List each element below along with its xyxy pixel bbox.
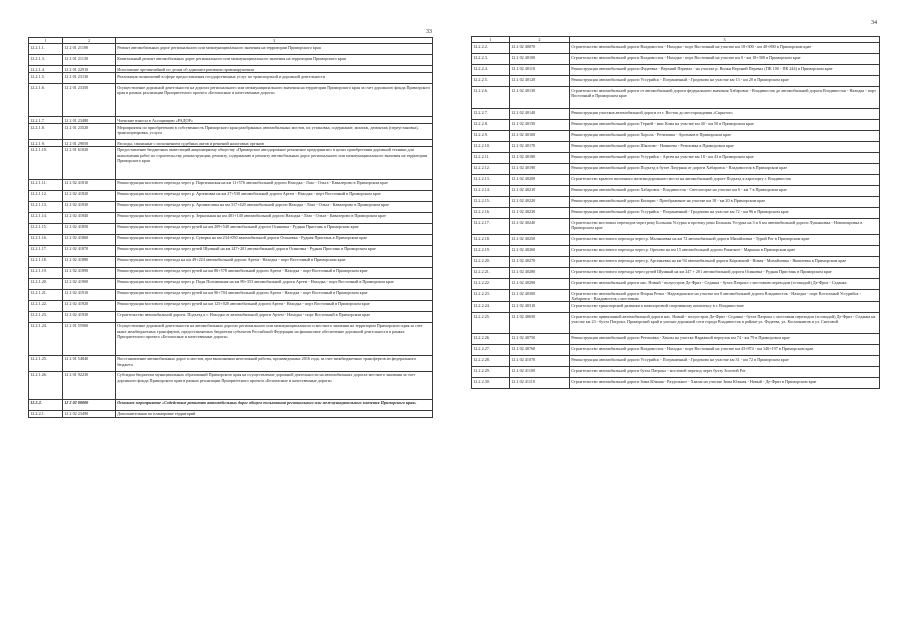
row-description: Строительство автомобильной дороги Владивосток - Находка - порт Восточный на участке км 43+874 - км 146+197 в Приморском крае xyxy=(570,345,880,356)
table-row xyxy=(472,43,880,54)
table-row xyxy=(29,191,433,202)
row-number: 12.2.2.7. xyxy=(472,109,510,120)
budget-code: 12 2 02 41930 xyxy=(63,312,116,323)
table-row xyxy=(472,345,880,356)
row-description: Реконструкция автомобильной дороги Фадеевка - Верхний Перевал - на участке р. Вилки Верхний Перевал (ПК 100 - ПК 244) в Приморском крае xyxy=(570,65,880,76)
budget-code: 12 2 02 41820 xyxy=(63,191,116,202)
budget-code: 12 2 02 41100 xyxy=(510,367,570,378)
budget-code: 12 2 02 40120 xyxy=(510,76,570,87)
row-number: 12.2.1.21. xyxy=(29,290,63,301)
table-row xyxy=(472,246,880,257)
row-description: Строительство мостового перехода через р. Малышевка на км 72 автомобильной дороги Михайловка - Турий Рог в Приморском крае xyxy=(570,235,880,246)
row-description: Строительство автомобильной дороги от автомобильной дороги федерального значения Хабаровск - Владивосток до автомобильной дороги Владивосток - Находка - порт Восточный в Приморском крае xyxy=(570,87,880,109)
table-row xyxy=(29,257,433,268)
row-number: 12.2.2.6. xyxy=(472,87,510,109)
row-description: Реконструкция автомобильной дороги Уссурийск - Пограничный - Гродеково на участке км 72 - км 96 в Приморском крае xyxy=(570,208,880,219)
row-number: 12.2.2.13. xyxy=(472,175,510,186)
table-row xyxy=(472,153,880,164)
table-row xyxy=(472,208,880,219)
row-number: 12.2.2.23. xyxy=(472,290,510,302)
table-row xyxy=(29,213,433,224)
table-row xyxy=(29,323,433,356)
row-number: 12.2.1.9. xyxy=(29,140,63,147)
row-description: Строительство мостового перехода через ручей Шумный на км 247 + 201 автомобильной дороги Осиновка - Рудная Пристань в Приморском крае xyxy=(570,268,880,279)
budget-code: 12 2 02 40140 xyxy=(510,109,570,120)
budget-code: 12 2 02 40750 xyxy=(510,334,570,345)
row-description: Реконструкция мостового перехода через ручей на км 209+540 автомобильной дороги Осиновка - Рудная Пристань в Приморском крае xyxy=(116,224,433,235)
table-row xyxy=(29,44,433,55)
row-description: Строительство мостовых переходов через реку Большая Уссурка и протоку реки Большая Уссурка на 3 и 6 км автомобильной дороги Лукьяновка - Новопокровка в Приморском крае xyxy=(570,219,880,235)
row-description: Реконструкция мостового перехода через ручей на км 96+704 автомобильной дороги Артем - Находка - порт Восточный в Приморском крае xyxy=(116,290,433,301)
row-number: 12.2.1.6. xyxy=(29,84,63,117)
row-number: 12.2.2.8. xyxy=(472,120,510,131)
row-number: 12.2.2.22. xyxy=(472,279,510,290)
row-number: 12.2.2.19. xyxy=(472,246,510,257)
row-description: Реконструкция мостового перехода через р. Суворка на км 234+050 автомобильной дороги Осиновка - Рудная Пристань в Приморском крае xyxy=(116,235,433,246)
table-row xyxy=(29,55,433,66)
row-number: 12.2.1.24. xyxy=(29,323,63,356)
budget-code: 12 2 01 21100 xyxy=(63,44,116,55)
budget-code: 12 2 02 00000 xyxy=(63,400,116,411)
row-description: Основное мероприятие «Содействие развитию автомобильных дорог общего пользования регионального или межмуниципального значения Приморского края» xyxy=(116,400,433,411)
row-description: Реконструкция мостового перехода через р. Партизанская на км 11+576 автомобильной дороги Находка - Лазо - Ольга - Кавалерово в Приморском крае xyxy=(116,180,433,191)
row-description: Строительство автомобильной дороги. Подъезд к г. Находка от автомобильной дороги Артем - Находка - порт Восточный в Приморском крае xyxy=(116,312,433,323)
header-cell: 3 xyxy=(570,37,880,43)
table-row xyxy=(472,186,880,197)
row-description: Восстановление автомобильных дорог и мостов, при выполнении неотложной работы, произведенных 2016 года, за счет межбюджетных трансфертов из федерального бюджета xyxy=(116,356,433,372)
row-number: 12.2.1.13. xyxy=(29,202,63,213)
row-number: 12.2.2.21. xyxy=(472,268,510,279)
row-description: Реконструкция автомобильной дороги Кипарис - Преображение на участке км 18 - км 20 в Приморском крае xyxy=(570,197,880,208)
budget-code: 12 2 02 41870 xyxy=(63,246,116,257)
budget-code: 12 2 02 41900 xyxy=(63,279,116,290)
row-number: 12.2.1.8. xyxy=(29,124,63,140)
row-number: 12.2.2.24. xyxy=(472,302,510,313)
row-number: 12.2.2.12. xyxy=(472,164,510,175)
budget-code: 12 2 01 92230 xyxy=(63,372,116,400)
row-number: 12.2.1.18. xyxy=(29,257,63,268)
row-number: 12.2.2.26. xyxy=(472,334,510,345)
row-number: 12.2.2.16. xyxy=(472,208,510,219)
row-number: 12.2.2.15. xyxy=(472,197,510,208)
table-row xyxy=(472,131,880,142)
row-number: 12.2.1.11. xyxy=(29,180,63,191)
row-number: 12.2.2.17. xyxy=(472,219,510,235)
table-row xyxy=(472,235,880,246)
row-description: Дополнительная по планировке территорий xyxy=(116,411,433,418)
budget-code: 12 2 02 40250 xyxy=(510,235,570,246)
header-cell: 1 xyxy=(472,37,510,43)
row-description: Реконструкция мостового перехода через ручей на км 86+578 автомобильной дороги Артем - Находка - порт Восточный в Приморском крае xyxy=(116,268,433,279)
table-row xyxy=(472,65,880,76)
budget-code: 12 2 02 40070 xyxy=(510,43,570,54)
budget-code: 12 2 02 40310 xyxy=(510,302,570,313)
budget-code: 12 2 02 40150 xyxy=(510,120,570,131)
row-number: 12.2.2.2. xyxy=(472,43,510,54)
table-row xyxy=(472,109,880,120)
row-number: 12.2.2. xyxy=(29,400,63,411)
row-description: Реконструкция автомобильной дороги Терней - мыс Кома на участке км 40 - км 50 в Приморском крае xyxy=(570,120,880,131)
budget-code: 12 2 01 22910 xyxy=(63,66,116,73)
budget-code: 12 2 02 41840 xyxy=(63,213,116,224)
budget-code: 12 2 02 40220 xyxy=(510,197,570,208)
budget-code: 12 2 02 40210 xyxy=(510,186,570,197)
row-description: Осуществление дорожной деятельности на автомобильных дорогах регионального или межмуниципального и местного значения на территории Приморского края за счет иных межбюджетных трансфертов, предоставляемых бюджетам субъектов Российской Федерации на финансовое обеспечение дорожной деятельности в рамках Приоритетного проекта «Безопасные и качественные дороги» xyxy=(116,323,433,356)
table-row xyxy=(29,117,433,124)
row-description: Строительство автомобильной дороги Владивосток - Находка - порт Восточный на участке км 18+300 - км 40+800 в Приморском крае xyxy=(570,43,880,54)
header-cell: 3 xyxy=(116,38,433,44)
row-number: 12.2.1.22. xyxy=(29,301,63,312)
row-number: 12.2.2.1. xyxy=(29,411,63,418)
table-row xyxy=(472,120,880,131)
budget-code: 12 2 02 40290 xyxy=(510,279,570,290)
row-number: 12.2.2.4. xyxy=(472,65,510,76)
row-description: Реконструкция автомобильной дороги Уссурийск - Пограничный - Гродеково на участке км 13 - км 20 в Приморском крае xyxy=(570,76,880,87)
row-description: Реконструкция автомобильной дороги Хороль - Ретиховка - Арсеньев в Приморском крае xyxy=(570,131,880,142)
budget-code: 12 2 01 54840 xyxy=(63,356,116,372)
table-row xyxy=(472,142,880,153)
budget-code: 12 2 02 40270 xyxy=(510,257,570,268)
budget-code: 12 2 01 29050 xyxy=(63,140,116,147)
row-number: 12.2.2.30. xyxy=(472,378,510,389)
budget-code: 12 2 02 40100 xyxy=(510,54,570,65)
budget-code: 12 2 02 40190 xyxy=(510,164,570,175)
budget-code: 12 2 02 40760 xyxy=(510,345,570,356)
table-row xyxy=(29,290,433,301)
table-row xyxy=(472,219,880,235)
row-description: Строительство мостового перехода через р. Орехово на км 15 автомобильной дороги Ракитное - Марьина в Приморском крае xyxy=(570,246,880,257)
row-number: 12.2.1.17. xyxy=(29,246,63,257)
row-number: 12.2.2.18. xyxy=(472,235,510,246)
row-description: Реконструкция автомобильной дороги Подъезд к бухте Лазурная от дороги Хабаровск - Владивосток в Приморском крае xyxy=(570,164,880,175)
header-cell: 1 xyxy=(29,38,63,44)
header-cell: 2 xyxy=(510,37,570,43)
budget-code: 12 2 01 61020 xyxy=(63,147,116,180)
table-row xyxy=(472,164,880,175)
table-row xyxy=(472,175,880,186)
table-row xyxy=(29,235,433,246)
table-row xyxy=(29,372,433,400)
row-number: 12.2.1.20. xyxy=(29,279,63,290)
table-row xyxy=(472,279,880,290)
row-number: 12.2.2.20. xyxy=(472,257,510,268)
table-row xyxy=(472,302,880,313)
budget-code: 12 2 01 55900 xyxy=(63,323,116,356)
budget-table-right xyxy=(471,36,880,389)
row-number: 12.2.2.27. xyxy=(472,345,510,356)
budget-code: 12 2 02 41850 xyxy=(63,224,116,235)
row-description: Строительство крытого вилочного железнодорожного моста на автомобильной дороге Подъезд к аэропорту г. Владивосток xyxy=(570,175,880,186)
budget-code: 12 2 02 41890 xyxy=(63,268,116,279)
row-description: Строительство мостового перехода через р. Арсеньевка на км 94 автомобильной дороги Кировский - Новая - Михайловка - Яковлевка в Приморском крае xyxy=(570,257,880,268)
table-row xyxy=(29,147,433,180)
row-number: 12.2.2.28. xyxy=(472,356,510,367)
row-number: 12.2.1.19. xyxy=(29,268,63,279)
page-number-left: 33 xyxy=(426,29,432,35)
budget-code: 12 2 01 23480 xyxy=(63,117,116,124)
row-description: Строительство транспортной развязки в межпортовой спортивному комплексу в г. Владивостоке xyxy=(570,302,880,313)
table-row xyxy=(29,202,433,213)
budget-code: 12 2 02 41920 xyxy=(63,301,116,312)
row-description: Реконструкция мостового перехода через р. Зеркальная на км 401+140 автомобильной дороги Находка - Лазо - Ольга - Кавалерово в Приморском крае xyxy=(116,213,433,224)
row-number: 12.2.1.3. xyxy=(29,55,63,66)
budget-code: 12 2 02 40170 xyxy=(510,142,570,153)
row-description: Строительство автомобильной дороги бухта Патрокл - мостовой переход через бухту Золотой Рог xyxy=(570,367,880,378)
table-row xyxy=(29,73,433,84)
budget-code: 12 2 02 23490 xyxy=(63,411,116,418)
row-number: 12.2.2.25. xyxy=(472,313,510,334)
table-row xyxy=(29,66,433,73)
table-row xyxy=(29,312,433,323)
table-row xyxy=(29,246,433,257)
row-number: 12.2.1.25. xyxy=(29,356,63,372)
budget-code: 12 2 02 41070 xyxy=(510,356,570,367)
row-number: 12.2.2.11. xyxy=(472,153,510,164)
row-description: Осуществление дорожной деятельности на дорогах регионального или межмуниципального значения на территории Приморского края за счет дорожного фонда Приморского края в рамках реализации Приоритетного проекта «Безопасные и качественные дороги» xyxy=(116,84,433,117)
table-row xyxy=(472,367,880,378)
row-description: Субсидии бюджетам муниципальных образований Приморского края на осуществление дорожной деятельности на автомобильных дорогах местного значения за счет дорожного фонда Приморского края в рамках реализации Приоритетного проекта «Безопасные и качественные дороги» xyxy=(116,372,433,400)
row-description: Реконструкция участков автомобильной дороги от г. Восток до месторождения «Скрытое» xyxy=(570,109,880,120)
row-description: Членские взносы в Ассоциацию «РАДОР» xyxy=(116,117,433,124)
row-number: 12.2.2.29. xyxy=(472,367,510,378)
row-number: 12.2.1.14. xyxy=(29,213,63,224)
budget-code: 12 2 01 23130 xyxy=(63,73,116,84)
budget-code: 12 2 02 40230 xyxy=(510,208,570,219)
budget-table-left xyxy=(28,37,433,418)
table-row xyxy=(472,54,880,65)
budget-code: 12 2 02 40240 xyxy=(510,219,570,235)
table-row xyxy=(29,180,433,191)
budget-code: 12 2 02 40300 xyxy=(510,290,570,302)
budget-code: 12 2 01 23350 xyxy=(63,84,116,117)
table-row xyxy=(472,290,880,302)
page-number-right: 34 xyxy=(871,20,877,26)
budget-code: 12 2 02 41910 xyxy=(63,290,116,301)
budget-code: 12 2 02 40180 xyxy=(510,153,570,164)
budget-code: 12 2 02 41810 xyxy=(63,180,116,191)
table-row xyxy=(472,356,880,367)
table-row xyxy=(29,140,433,147)
row-description: Строительство автомобильной дороги Зима Южная - Раздольное - Хвалы на участке Зима Южная - Новый - Де-Фриз в Приморском крае xyxy=(570,378,880,389)
row-number: 12.2.1.23. xyxy=(29,312,63,323)
header-cell: 2 xyxy=(63,38,116,44)
row-description: Предоставление бюджетных инвестиций акционерному обществу «Приморское автодорожное ремонтное предприятие» в целях приобретения дорожной техники для выполнения работ по строительству, реконструкции, ремонту, содержанию и ремонту автомобильных дорог регионального или межмуниципального значения на территории Приморского края xyxy=(116,147,433,180)
table-row xyxy=(29,124,433,140)
row-number: 12.2.1.7. xyxy=(29,117,63,124)
budget-code: 12 2 01 23520 xyxy=(63,124,116,140)
table-row xyxy=(472,334,880,345)
row-number: 12.2.1.26. xyxy=(29,372,63,400)
row-description: Строительство автомобильной дороги Вторая Речка - Надеждинское на участке км 0 автомобильной дороги Владивосток - Находка - порт Восточный Уссурийск - Хабаровск - Владивосток с мостовым xyxy=(570,290,880,302)
row-number: 12.2.1.15. xyxy=(29,224,63,235)
row-description: Реконструкция мостового перехода через ручей Шумный на км 247+201 автомобильной дороги Осиновка - Рудная Пристань в Приморском крае xyxy=(116,246,433,257)
row-description: Реконструкция мостового перехода через ручей на км 125+020 автомобильной дороги Артем - Находка - порт Восточный в Приморском крае xyxy=(116,301,433,312)
budget-code: 12 2 02 41110 xyxy=(510,378,570,389)
budget-code: 12 2 02 41880 xyxy=(63,257,116,268)
row-description: Строительство автомобильной дороги нас. Новый - полуостров Де-Фриз - Седанка - бухта Патрокл с мостовым переходом (эстакадой) Де-Фриз - Седанка xyxy=(570,279,880,290)
budget-code: 12 2 01 21130 xyxy=(63,55,116,66)
table-row xyxy=(29,84,433,117)
row-description: Расходы, связанные с исполнением судебных актов и решений налоговых органов xyxy=(116,140,433,147)
table-row xyxy=(472,257,880,268)
budget-code: 12 2 02 40160 xyxy=(510,131,570,142)
row-number: 12.2.1.16. xyxy=(29,235,63,246)
table-row xyxy=(29,268,433,279)
row-number: 12.2.1.4. xyxy=(29,66,63,73)
row-description: Реконструкция автомобильной дороги Шкотово - Новнеева - Ретиховка в Приморском крае xyxy=(570,142,880,153)
row-description: Строительство привязанной автомобильной дороги нас. Новый - полуостров Де-Фриз - Седанка - бухта Патрокл с мостовым переходом (эстакадой) Де-Фриз - Седанка на участке км 23 - бухта Патрокл, Приморский край и улично-дорожной сети города Владивосток в районе ул. Фадеева, ул. Космонавтов и ул. Снеговой xyxy=(570,313,880,334)
budget-code: 12 2 02 40260 xyxy=(510,246,570,257)
table-row xyxy=(472,87,880,109)
budget-code: 12 2 02 41830 xyxy=(63,202,116,213)
row-number: 12.2.2.14. xyxy=(472,186,510,197)
row-number: 12.2.2.9. xyxy=(472,131,510,142)
budget-code: 12 2 02 40110 xyxy=(510,65,570,76)
row-number: 12.2.2.5. xyxy=(472,76,510,87)
budget-code: 12 2 02 40130 xyxy=(510,87,570,109)
table-row xyxy=(472,76,880,87)
row-description: Реконструкция мостового перехода через р. Пади Положенная на км 89+353 автомобильной дороги Артем - Находка - порт Восточный в Приморском крае xyxy=(116,279,433,290)
row-description: Реконструкция автомобильной дороги Уссурийск - Пограничный - Гродеково на участке км 31 - км 72 в Приморском крае xyxy=(570,356,880,367)
row-description: Мероприятия по приобретению в собственность Приморского края разобранных автомобильных мостов, их установка, содержание, монтаж, демонтаж (переустановка), транспортировка, услуги xyxy=(116,124,433,140)
table-row xyxy=(472,268,880,279)
budget-code: 12 2 02 40650 xyxy=(510,313,570,334)
row-number: 12.2.1.12. xyxy=(29,191,63,202)
row-description: Исполнение чрезвычайной по делам об административном правонарушении xyxy=(116,66,433,73)
row-description: Строительство автомобильной дороги Владивосток - Находка - порт Восточный на участке км 0 - км 18+300 в Приморском крае xyxy=(570,54,880,65)
row-number: 12.2.2.3. xyxy=(472,54,510,65)
row-description: Реконструкция мостового перехода на км 49+224 автомобильной дороги Артем - Находка - порт Восточный в Приморском крае xyxy=(116,257,433,268)
table-row xyxy=(29,224,433,235)
row-description: Реконструкция автомобильной дороги Ретиховка - Хвалы на участке Наражной переулок км 74 - км 79 в Приморском крае xyxy=(570,334,880,345)
budget-code: 12 2 02 40200 xyxy=(510,175,570,186)
table-row xyxy=(472,378,880,389)
table-row xyxy=(29,411,433,418)
table-row xyxy=(29,356,433,372)
row-number: 12.2.1.1. xyxy=(29,44,63,55)
row-description: Реконструкция мостового перехода через р. Арзамасовка на км 317+420 автомобильной дороги Находка - Лазо - Ольга - Кавалерово в Приморском крае xyxy=(116,202,433,213)
row-description: Капитальный ремонт автомобильных дорог регионального или межмуниципального значения на территории Приморского края xyxy=(116,55,433,66)
row-description: Реконструкция мостового перехода через р. Артемовка на км 27+530 автомобильной дороги Артем - Находка - порт Восточный в Приморском крае xyxy=(116,191,433,202)
row-number: 12.2.1.10. xyxy=(29,147,63,180)
row-number: 12.2.2.10. xyxy=(472,142,510,153)
row-number: 12.2.1.5. xyxy=(29,73,63,84)
row-description: Ремонт автомобильных дорог регионального или межмуниципального значения на территории Приморского края xyxy=(116,44,433,55)
table-row xyxy=(29,400,433,411)
table-row xyxy=(472,197,880,208)
table-row xyxy=(29,279,433,290)
row-description: Реализация полномочий в сфере предоставления государственных услуг по транспортной и дорожной деятельности xyxy=(116,73,433,84)
row-description: Реконструкция автомобильной дороги Хабаровск - Владивосток - Светлогорье на участке км 6 - км 7 в Приморском крае xyxy=(570,186,880,197)
budget-code: 12 2 02 41860 xyxy=(63,235,116,246)
table-row xyxy=(29,301,433,312)
row-description: Реконструкция автомобильной дороги Уссурийск - Артем на участке км 18 - км 43 в Приморском крае xyxy=(570,153,880,164)
table-row xyxy=(472,313,880,334)
budget-code: 12 2 02 40280 xyxy=(510,268,570,279)
